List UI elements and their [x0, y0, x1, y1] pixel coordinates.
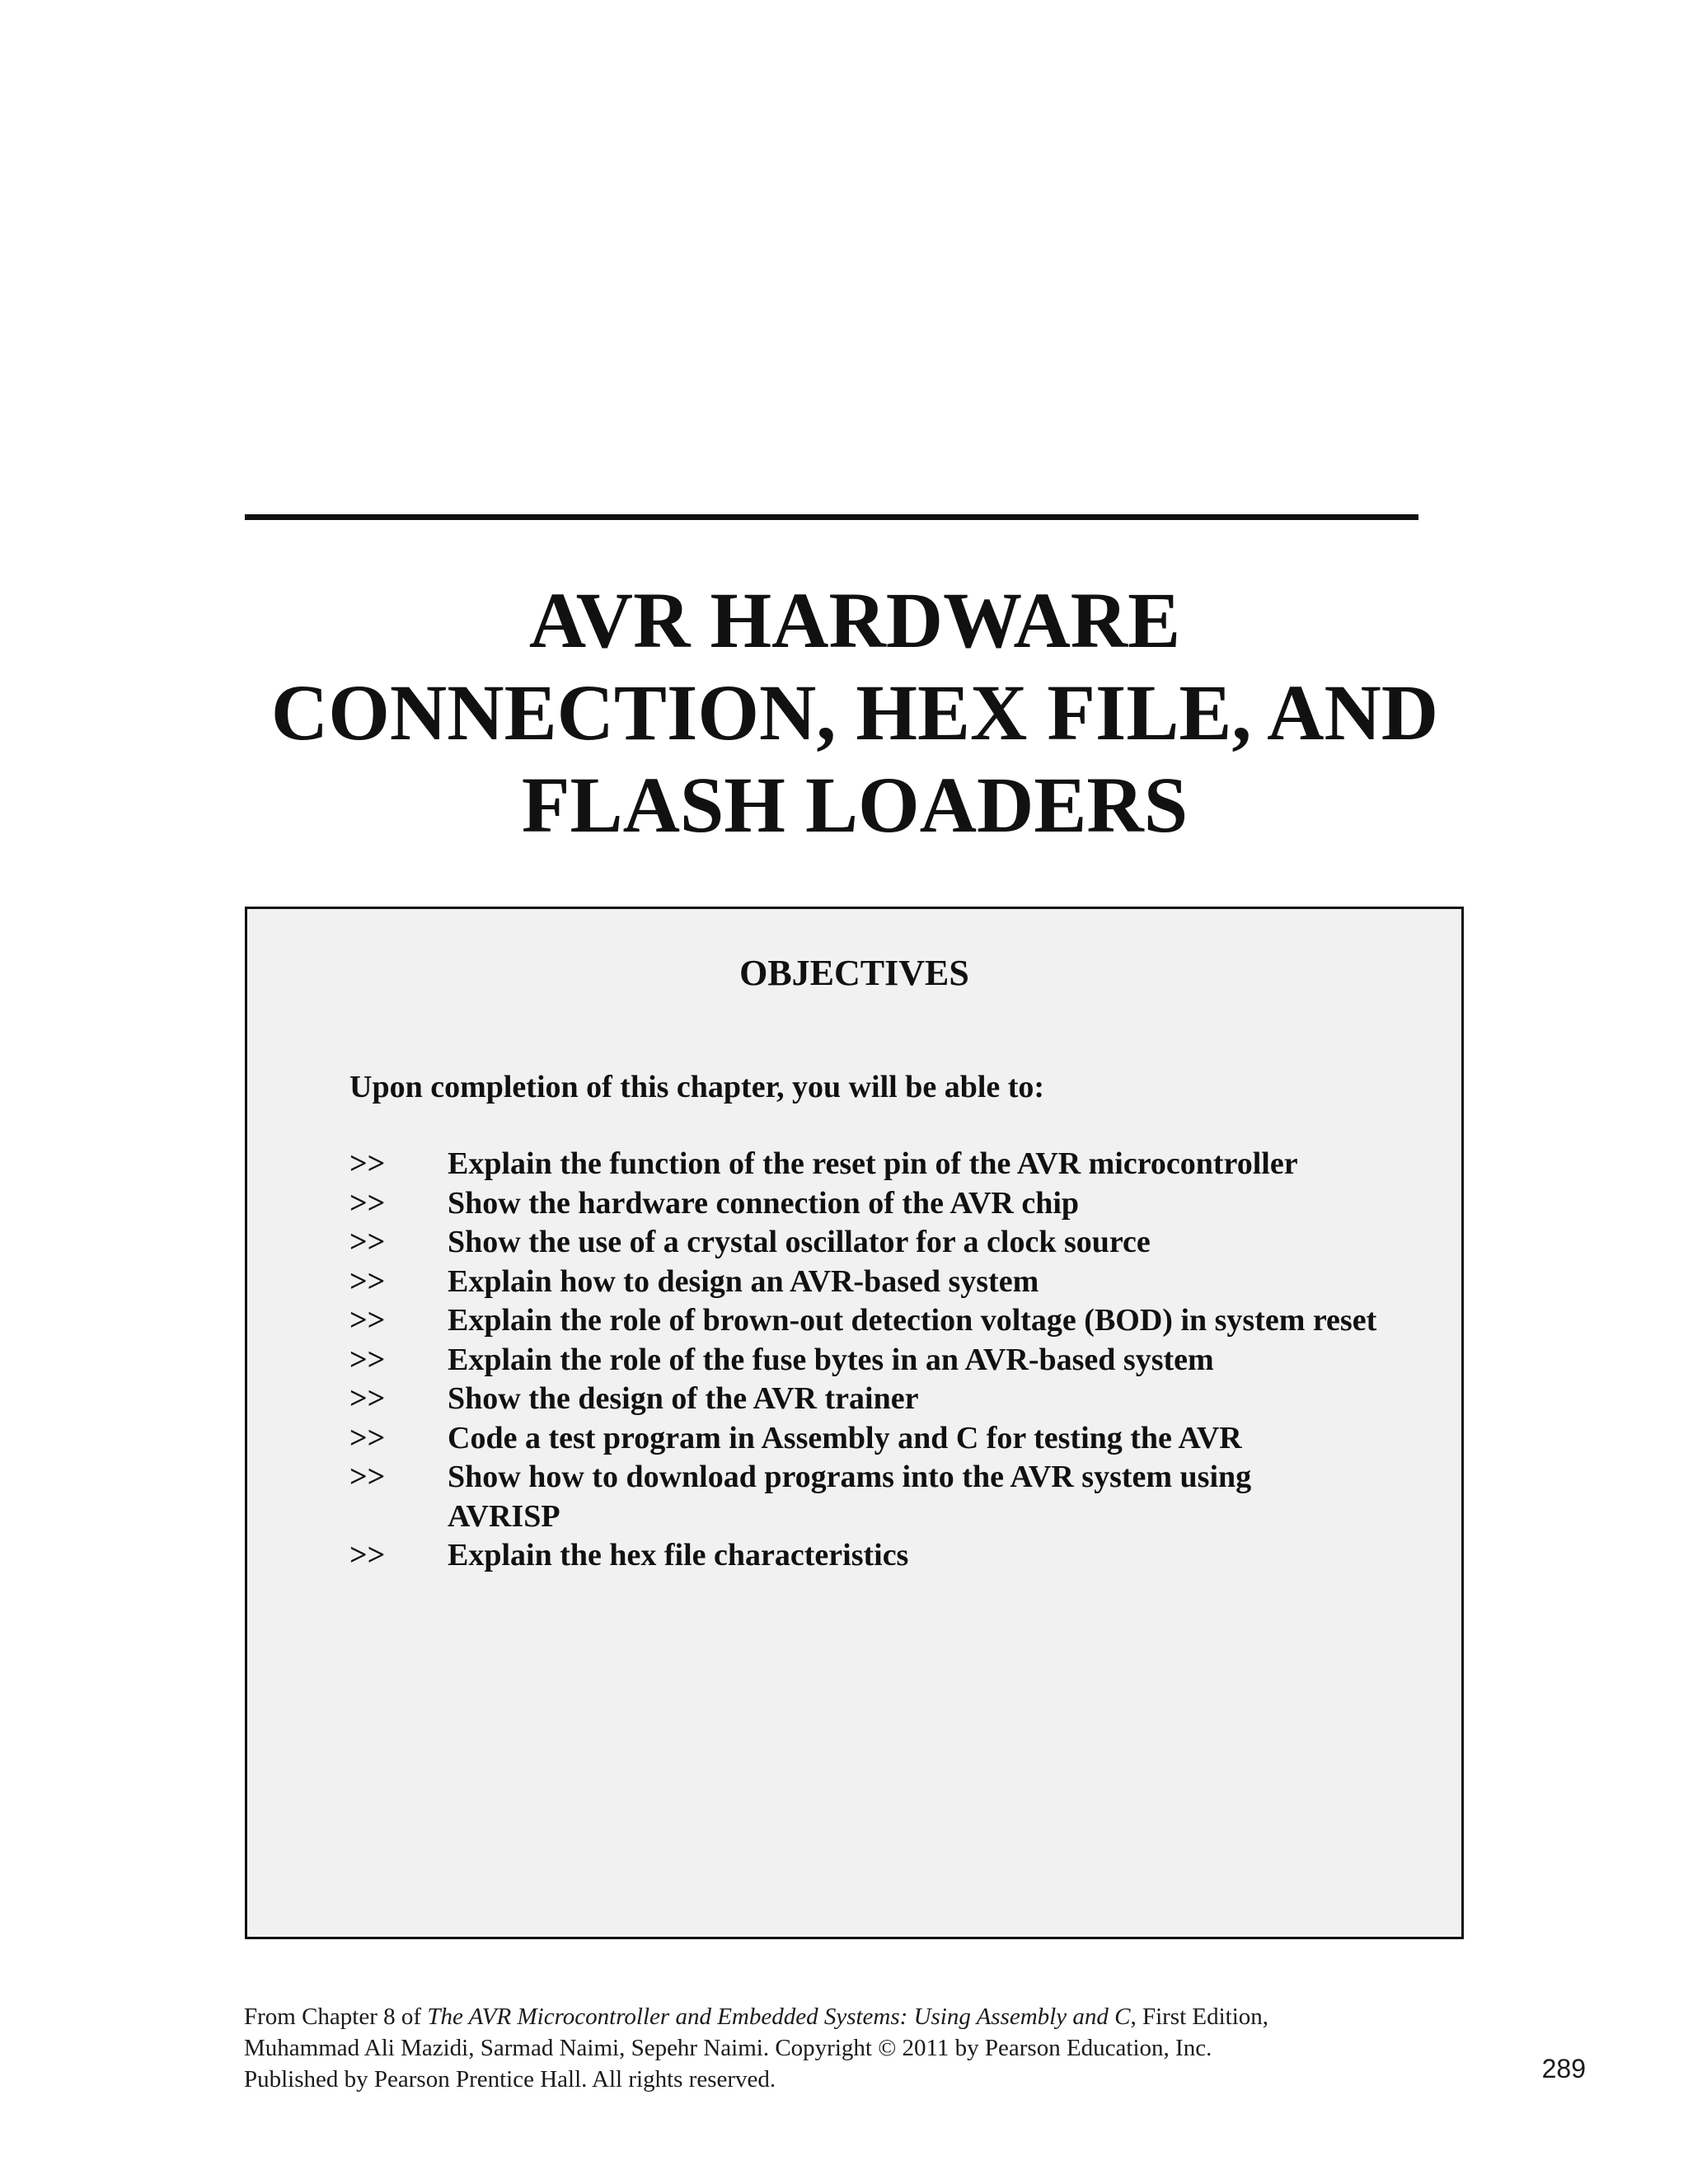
top-horizontal-rule	[245, 514, 1418, 520]
objective-bullet: >>	[349, 1420, 386, 1455]
objective-bullet: >>	[349, 1263, 386, 1299]
objective-text: Show how to download programs into the AVR system using AVRISP	[448, 1460, 1252, 1534]
objective-item	[349, 1341, 1454, 1380]
objective-item	[349, 1419, 1454, 1459]
objective-text: Show the use of a crystal oscillator for a clock source	[448, 1225, 1151, 1259]
objective-bullet: >>	[349, 1460, 386, 1494]
chapter-title	[245, 574, 1465, 851]
objective-item	[349, 1536, 1454, 1576]
objective-bullet: >>	[349, 1185, 386, 1221]
footer-line-1-suffix: , First Edition,	[1130, 2004, 1269, 2030]
objective-text: Explain the function of the reset pin of the AVR microcontroller	[448, 1146, 1298, 1181]
objective-bullet: >>	[349, 1381, 386, 1416]
objective-item	[349, 1145, 1454, 1184]
objective-bullet: >>	[349, 1538, 386, 1572]
source-footer	[244, 2001, 1268, 2095]
chapter-title-line-2: CONNECTION, HEX FILE, AND	[270, 668, 1439, 757]
objective-item	[349, 1223, 1454, 1263]
footer-line-1	[244, 2001, 1268, 2032]
footer-line-2: Muhammad Ali Mazidi, Sarmad Naimi, Sepehr Naimi. Copyright © 2011 by Pearson Education, Inc.	[244, 2035, 1212, 2061]
chapter-title-line-1: AVR HARDWARE	[528, 576, 1181, 664]
objective-text: Show the design of the AVR trainer	[448, 1381, 919, 1416]
footer-line-3: Published by Pearson Prentice Hall. All rights reserved.	[244, 2066, 776, 2093]
objective-text: Show the hardware connection of the AVR chip	[448, 1185, 1080, 1221]
chapter-title-line-3: FLASH LOADERS	[521, 761, 1189, 849]
objective-bullet: >>	[349, 1225, 386, 1259]
objective-bullet: >>	[349, 1342, 386, 1377]
objectives-list	[349, 1145, 1454, 1576]
objective-item	[349, 1184, 1454, 1224]
objective-item	[349, 1301, 1454, 1341]
objective-text: Explain how to design an AVR-based system	[448, 1263, 1039, 1299]
footer-book-title: The AVR Microcontroller and Embedded Systems: Using Assembly and C	[427, 2004, 1131, 2030]
objective-item	[349, 1263, 1454, 1302]
objective-text: Explain the role of brown-out detection voltage (BOD) in system reset	[448, 1303, 1377, 1338]
objective-bullet: >>	[349, 1303, 386, 1338]
footer-line-1-prefix: From Chapter 8 of	[244, 2004, 428, 2030]
objectives-box	[245, 907, 1464, 1939]
objective-item	[349, 1380, 1454, 1419]
page-number: 289	[1541, 2054, 1586, 2083]
objectives-intro: Upon completion of this chapter, you will be able to:	[349, 1070, 1045, 1104]
objectives-heading: OBJECTIVES	[739, 953, 969, 993]
objective-text: Explain the role of the fuse bytes in an AVR-based system	[448, 1342, 1214, 1377]
objective-bullet: >>	[349, 1146, 386, 1181]
objective-text: Explain the hex file characteristics	[448, 1538, 909, 1572]
objective-text: Code a test program in Assembly and C for testing the AVR	[448, 1420, 1242, 1455]
objective-item	[349, 1458, 1454, 1536]
